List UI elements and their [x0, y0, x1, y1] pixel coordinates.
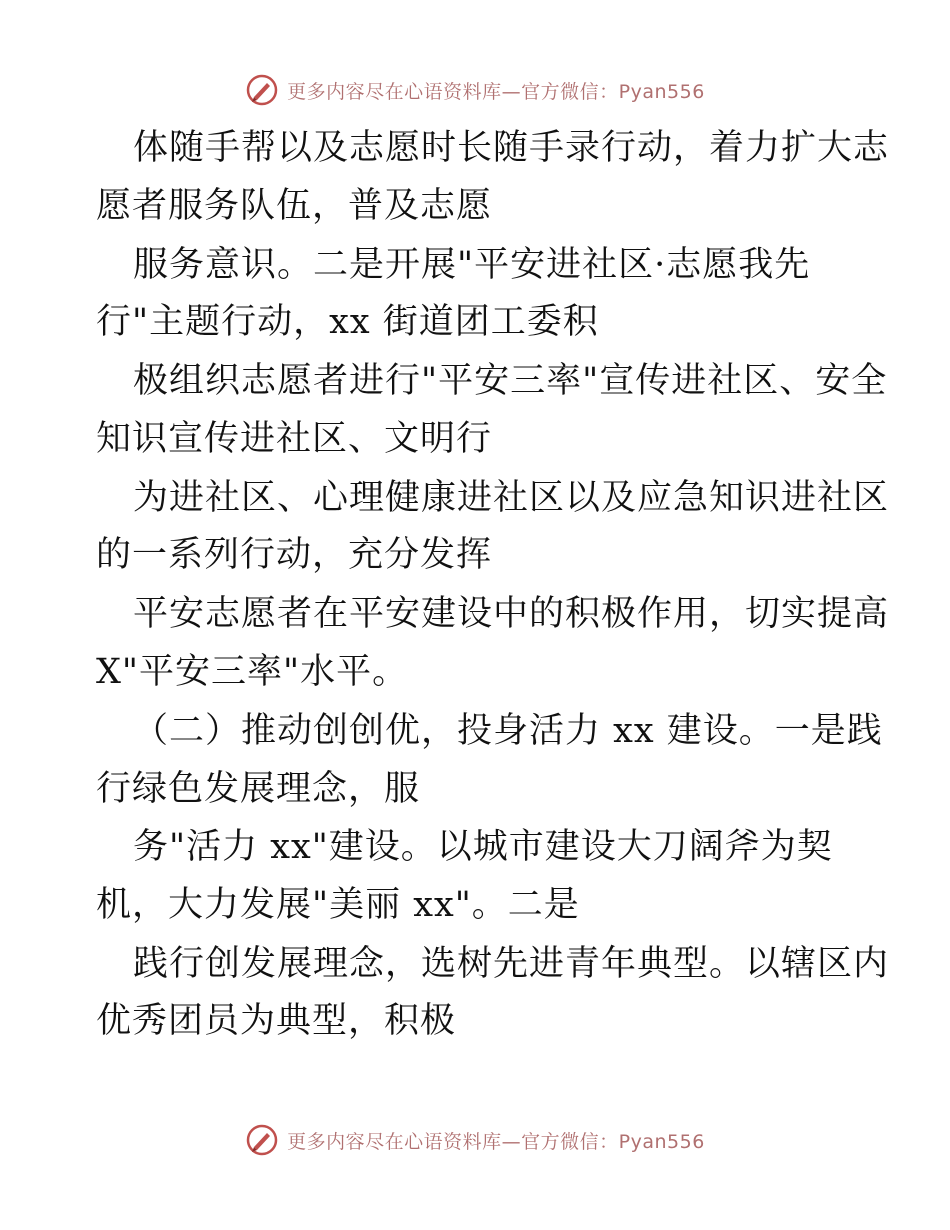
footer-banner-text: 更多内容尽在心语资料库—官方微信：Pyan556	[287, 1130, 705, 1153]
text-line: 机，大力发展"美丽 xx"。二是	[96, 885, 580, 925]
text-line: 平安志愿者在平安建设中的积极作用，切实提高	[133, 594, 890, 634]
text-line: 愿者服务队伍，普及志愿	[96, 186, 493, 226]
header-banner	[0, 70, 950, 110]
text-line: 优秀团员为典型，积极	[96, 1001, 457, 1041]
text-line: 极组织志愿者进行"平安三率"宣传进社区、安全	[133, 361, 888, 401]
text-line: 践行创发展理念，选树先进青年典型。以辖区内	[133, 944, 890, 984]
text-line: 服务意识。二是开展"平安进社区·志愿我先	[133, 245, 811, 285]
footer-banner	[0, 1120, 950, 1160]
text-line: 务"活力 xx"建设。以城市建设大刀阔斧为契	[133, 827, 833, 867]
text-line: 体随手帮以及志愿时长随手录行动，着力扩大志	[133, 128, 890, 168]
text-line: 为进社区、心理健康进社区以及应急知识进社区	[133, 478, 890, 518]
text-line: （二）推动创创优，投身活力 xx 建设。一是践	[133, 711, 883, 751]
pen-logo-icon	[245, 73, 279, 107]
pen-logo-icon	[245, 1123, 279, 1157]
header-banner-text: 更多内容尽在心语资料库—官方微信：Pyan556	[287, 80, 705, 103]
text-line: 知识宣传进社区、文明行	[96, 419, 493, 459]
text-line: 行绿色发展理念，服	[96, 769, 421, 809]
text-line: X"平安三率"水平。	[96, 652, 409, 692]
text-line: 行"主题行动，xx 街道团工委积	[96, 302, 599, 342]
text-line: 的一系列行动，充分发挥	[96, 535, 493, 575]
